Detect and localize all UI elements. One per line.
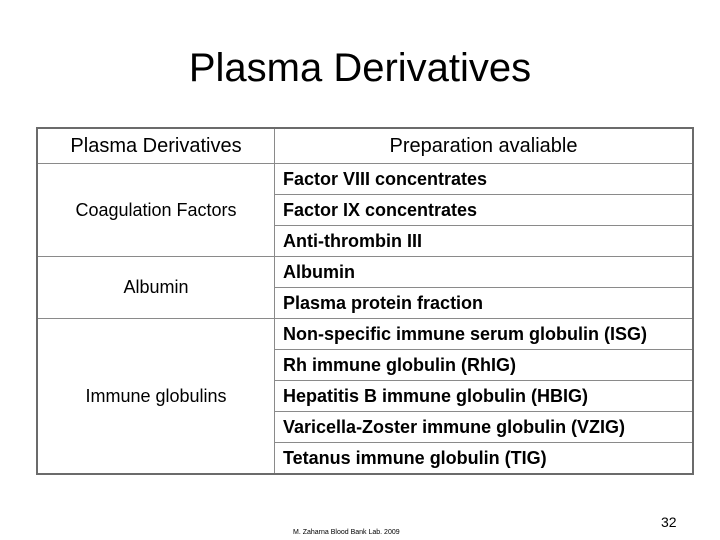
table-header-row — [37, 128, 693, 164]
prep-item: Hepatitis B immune globulin (HBIG) — [275, 381, 694, 412]
header-preparation-available: Preparation avaliable — [275, 128, 694, 164]
prep-item: Plasma protein fraction — [275, 288, 694, 319]
slide-title: Plasma Derivatives — [188, 46, 532, 90]
prep-item: Factor IX concentrates — [275, 195, 694, 226]
header-plasma-derivatives: Plasma Derivatives — [37, 128, 275, 164]
prep-item: Varicella-Zoster immune globulin (VZIG) — [275, 412, 694, 443]
prep-item: Albumin — [275, 257, 694, 288]
table-row — [37, 257, 693, 288]
group-coagulation-factors: Coagulation Factors — [37, 164, 275, 257]
prep-item: Non-specific immune serum globulin (ISG) — [275, 319, 694, 350]
table-row — [37, 319, 693, 350]
table-row — [37, 164, 693, 195]
page-number: 32 — [661, 514, 677, 530]
prep-item: Tetanus immune globulin (TIG) — [275, 443, 694, 475]
plasma-derivatives-table — [36, 127, 694, 475]
footer-credit: M. Zaharna Blood Bank Lab. 2009 — [293, 529, 400, 536]
group-immune-globulins: Immune globulins — [37, 319, 275, 475]
group-albumin: Albumin — [37, 257, 275, 319]
prep-item: Anti-thrombin III — [275, 226, 694, 257]
prep-item: Factor VIII concentrates — [275, 164, 694, 195]
prep-item: Rh immune globulin (RhIG) — [275, 350, 694, 381]
